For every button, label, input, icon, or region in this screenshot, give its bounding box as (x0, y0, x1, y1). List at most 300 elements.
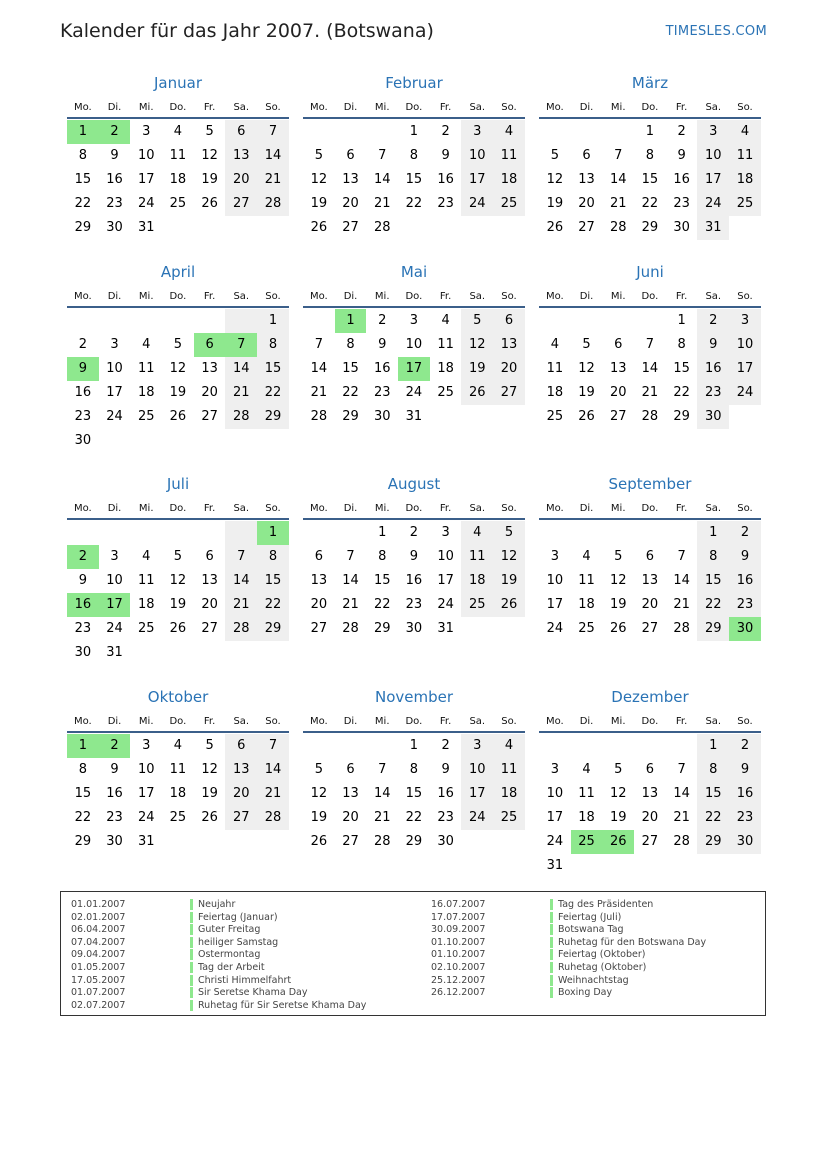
day-cell: 20 (342, 196, 359, 211)
day-cell: 5 (614, 549, 623, 564)
day-cell: 24 (137, 196, 155, 211)
day-cell: 13 (310, 573, 328, 588)
day-cell: 24 (697, 192, 729, 216)
day-cell: 13 (225, 144, 257, 168)
holiday-date: 17.05.2007 (71, 974, 126, 986)
empty-day-cell (303, 309, 335, 333)
empty-day-cell (366, 120, 398, 144)
day-cell: 14 (641, 361, 659, 376)
empty-day-cell (571, 521, 603, 545)
day-cell: 7 (225, 545, 257, 569)
weekday-header (539, 97, 761, 119)
day-cell: 15 (74, 172, 92, 187)
day-cell: 14 (225, 357, 257, 381)
weekday-label: Fr. (675, 502, 688, 514)
holiday-name: Ruhetag für Sir Seretse Khama Day (198, 999, 367, 1011)
weekday-label: Mo. (545, 290, 564, 302)
weekday-label: So. (501, 715, 517, 727)
holiday-name: Feiertag (Januar) (198, 911, 278, 923)
empty-day-cell (225, 641, 257, 665)
day-cell: 31 (546, 858, 564, 873)
day-cell: 5 (582, 337, 591, 352)
day-cell: 22 (641, 196, 659, 211)
day-cell: 1 (257, 309, 289, 333)
empty-day-cell (335, 734, 367, 758)
day-cell: 28 (673, 621, 690, 636)
month-name: Januar (154, 74, 202, 92)
day-cell: 15 (373, 573, 391, 588)
holiday-legend (60, 891, 766, 1016)
day-cell: 28 (257, 192, 289, 216)
day-cell: 11 (137, 573, 155, 588)
month-name: November (374, 688, 454, 706)
day-cell: 28 (373, 220, 391, 235)
holiday-marker (550, 949, 553, 960)
weekday-label: So. (737, 290, 753, 302)
empty-day-cell (430, 216, 462, 240)
day-cell: 20 (201, 385, 218, 400)
holiday-date: 26.12.2007 (431, 987, 486, 999)
day-cell: 24 (106, 409, 123, 424)
weekday-label: Mo. (309, 290, 328, 302)
day-cell: 29 (257, 405, 289, 429)
empty-day-cell (194, 309, 226, 333)
day-cell: 2 (729, 521, 761, 545)
weekday-label: Fr. (203, 502, 216, 514)
day-cell: 23 (437, 810, 454, 825)
day-cell: 2 (729, 734, 761, 758)
month-name: März (631, 74, 669, 92)
weekday-label: Mo. (73, 502, 92, 514)
day-cell: 7 (257, 734, 289, 758)
day-cell: 16 (373, 361, 391, 376)
empty-day-cell (634, 309, 666, 333)
weekday-label: Do. (169, 290, 187, 302)
day-cell: 8 (697, 758, 729, 782)
empty-day-cell (539, 309, 571, 333)
weekday-label: So. (737, 502, 753, 514)
day-cell: 18 (461, 569, 493, 593)
holiday-name: Tag der Arbeit (198, 961, 265, 973)
holiday-marker (550, 924, 553, 935)
empty-day-cell (461, 216, 493, 240)
weekday-label: Fr. (439, 502, 452, 514)
day-cell: 23 (106, 196, 123, 211)
day-cell: 8 (677, 337, 686, 352)
empty-day-cell (162, 641, 194, 665)
day-cell: 12 (493, 545, 525, 569)
day-cell: 6 (346, 762, 355, 777)
day-cell: 22 (373, 597, 391, 612)
weekday-label: Do. (169, 101, 187, 113)
day-cell: 26 (493, 593, 525, 617)
empty-day-cell (225, 521, 257, 545)
weekday-label: Di. (107, 290, 122, 302)
weekday-label: Di. (107, 502, 122, 514)
day-cell: 31 (405, 409, 423, 424)
weekday-label: Mi. (138, 715, 154, 727)
day-cell: 6 (614, 337, 623, 352)
day-cell: 30 (74, 433, 92, 448)
empty-day-cell (602, 734, 634, 758)
weekday-label: So. (265, 101, 281, 113)
day-cell: 2 (697, 309, 729, 333)
page-title: Kalender für das Jahr 2007. (Botswana) (60, 20, 434, 42)
day-cell: 6 (225, 734, 257, 758)
day-cell: 29 (697, 830, 729, 854)
day-cell: 19 (310, 196, 328, 211)
day-cell: 25 (169, 196, 187, 211)
empty-day-cell (493, 405, 525, 429)
day-cell: 28 (373, 834, 391, 849)
day-cell: 21 (373, 196, 391, 211)
day-cell: 22 (257, 381, 289, 405)
weekday-label: Mi. (374, 290, 390, 302)
month-block (303, 262, 525, 429)
day-cell: 1 (697, 521, 729, 545)
day-cell: 11 (729, 144, 761, 168)
month-name: Februar (385, 74, 443, 92)
empty-day-cell (67, 521, 99, 545)
day-cell: 3 (461, 120, 493, 144)
day-cell: 4 (441, 313, 450, 328)
weekday-label: Do. (641, 290, 659, 302)
day-cell: 5 (461, 309, 493, 333)
empty-day-cell (303, 521, 335, 545)
day-cell: 16 (106, 786, 123, 801)
day-cell: 25 (546, 409, 564, 424)
day-grid (539, 734, 761, 878)
day-cell: 30 (697, 405, 729, 429)
holiday-day-cell: 7 (225, 333, 257, 357)
month-name: April (160, 263, 196, 281)
day-cell: 2 (677, 124, 686, 139)
day-cell: 7 (257, 120, 289, 144)
day-cell: 10 (106, 361, 123, 376)
day-cell: 27 (578, 220, 595, 235)
day-cell: 21 (225, 381, 257, 405)
weekday-label: Di. (343, 290, 358, 302)
day-cell: 29 (74, 834, 92, 849)
brand-link[interactable]: TIMESLES.COM (665, 24, 767, 39)
empty-day-cell (303, 120, 335, 144)
weekday-label: So. (737, 101, 753, 113)
empty-day-cell (162, 830, 194, 854)
weekday-label: Mi. (374, 502, 390, 514)
holiday-day-cell: 1 (257, 521, 289, 545)
day-cell: 8 (78, 762, 87, 777)
day-cell: 18 (578, 597, 595, 612)
day-cell: 18 (169, 786, 187, 801)
day-cell: 15 (405, 786, 423, 801)
holiday-name: Ruhetag für den Botswana Day (558, 936, 707, 948)
month-block (539, 73, 761, 240)
empty-day-cell (130, 429, 162, 453)
weekday-label: Do. (169, 502, 187, 514)
holiday-marker (550, 937, 553, 948)
weekday-label: Mi. (138, 502, 154, 514)
day-grid (539, 120, 761, 240)
holiday-name: Guter Freitag (198, 924, 261, 936)
day-cell: 10 (405, 337, 423, 352)
holiday-day-cell: 26 (602, 830, 634, 854)
weekday-header (67, 498, 289, 520)
holiday-date: 02.07.2007 (71, 999, 126, 1011)
day-cell: 30 (373, 409, 391, 424)
day-cell: 31 (697, 216, 729, 240)
day-cell: 19 (609, 810, 627, 825)
day-cell: 12 (169, 361, 187, 376)
holiday-marker (190, 987, 193, 998)
day-cell: 24 (106, 621, 123, 636)
day-cell: 22 (405, 196, 423, 211)
day-cell: 5 (550, 148, 559, 163)
holiday-name: Feiertag (Juli) (558, 911, 622, 923)
day-cell: 26 (201, 810, 218, 825)
day-cell: 13 (578, 172, 595, 187)
day-cell: 12 (546, 172, 564, 187)
day-cell: 20 (609, 385, 627, 400)
day-cell: 16 (729, 782, 761, 806)
empty-day-cell (130, 521, 162, 545)
day-cell: 4 (173, 124, 183, 139)
day-cell: 27 (225, 192, 257, 216)
day-cell: 22 (673, 385, 690, 400)
day-cell: 24 (405, 385, 423, 400)
holiday-name: heiliger Samstag (198, 936, 279, 948)
day-cell: 9 (110, 148, 119, 163)
day-cell: 19 (201, 172, 218, 187)
day-cell: 23 (729, 806, 761, 830)
weekday-label: Di. (579, 502, 594, 514)
holiday-date: 01.07.2007 (71, 987, 126, 999)
day-cell: 29 (373, 621, 391, 636)
weekday-header (303, 498, 525, 520)
holiday-name: Feiertag (Oktober) (558, 949, 646, 961)
holiday-marker (550, 912, 553, 923)
day-cell: 27 (225, 806, 257, 830)
day-cell: 19 (493, 569, 525, 593)
weekday-label: So. (265, 502, 281, 514)
day-cell: 3 (550, 762, 559, 777)
day-cell: 27 (609, 409, 627, 424)
day-cell: 30 (437, 834, 454, 849)
holiday-day-cell: 1 (67, 120, 99, 144)
day-cell: 6 (493, 309, 525, 333)
day-cell: 16 (437, 172, 454, 187)
empty-day-cell (539, 120, 571, 144)
month-block (67, 687, 289, 854)
day-cell: 9 (729, 545, 761, 569)
day-cell: 3 (142, 124, 151, 139)
day-cell: 10 (461, 758, 493, 782)
weekday-label: Fr. (203, 290, 216, 302)
empty-day-cell (430, 405, 462, 429)
day-cell: 18 (137, 385, 155, 400)
empty-day-cell (257, 641, 289, 665)
day-cell: 12 (310, 786, 328, 801)
holiday-day-cell: 17 (99, 593, 131, 617)
empty-day-cell (602, 854, 634, 878)
empty-day-cell (697, 854, 729, 878)
day-grid (303, 521, 525, 641)
day-cell: 23 (373, 385, 391, 400)
holiday-marker (190, 937, 193, 948)
day-grid (67, 309, 289, 453)
day-grid (539, 309, 761, 429)
day-cell: 6 (314, 549, 323, 564)
day-cell: 29 (673, 409, 690, 424)
day-cell: 17 (461, 168, 493, 192)
day-cell: 21 (225, 593, 257, 617)
day-cell: 29 (405, 834, 423, 849)
day-cell: 8 (645, 148, 655, 163)
month-block (67, 73, 289, 240)
day-cell: 30 (74, 645, 92, 660)
weekday-header (539, 286, 761, 308)
day-cell: 24 (461, 806, 493, 830)
empty-day-cell (571, 854, 603, 878)
weekday-label: Mo. (309, 101, 328, 113)
empty-day-cell (99, 429, 131, 453)
day-cell: 1 (378, 525, 387, 540)
empty-day-cell (602, 120, 634, 144)
day-cell: 21 (673, 810, 690, 825)
month-block (303, 73, 525, 240)
day-cell: 23 (74, 621, 92, 636)
day-cell: 19 (310, 810, 328, 825)
weekday-label: So. (501, 502, 517, 514)
day-cell: 18 (493, 782, 525, 806)
day-cell: 8 (346, 337, 355, 352)
month-name: Juli (166, 475, 190, 493)
day-cell: 27 (201, 409, 218, 424)
weekday-label: Do. (641, 101, 659, 113)
day-cell: 17 (106, 385, 123, 400)
weekday-label: Sa. (233, 502, 250, 514)
day-cell: 6 (205, 549, 214, 564)
day-cell: 7 (378, 762, 387, 777)
day-cell: 20 (578, 196, 595, 211)
day-cell: 3 (729, 309, 761, 333)
day-cell: 22 (74, 810, 92, 825)
day-cell: 25 (493, 192, 525, 216)
weekday-label: Di. (343, 502, 358, 514)
day-cell: 12 (310, 172, 328, 187)
day-cell: 4 (461, 521, 493, 545)
day-cell: 16 (673, 172, 690, 187)
day-cell: 18 (493, 168, 525, 192)
empty-day-cell (99, 521, 131, 545)
day-cell: 11 (461, 545, 493, 569)
day-cell: 25 (137, 621, 155, 636)
weekday-label: Di. (343, 715, 358, 727)
month-block (539, 474, 761, 641)
holiday-date: 02.10.2007 (431, 961, 486, 973)
month-block (303, 687, 525, 854)
weekday-label: Sa. (469, 715, 486, 727)
holiday-name: Christi Himmelfahrt (198, 974, 292, 986)
day-cell: 31 (106, 645, 123, 660)
empty-day-cell (225, 429, 257, 453)
holiday-date: 16.07.2007 (431, 899, 486, 910)
day-cell: 15 (673, 361, 690, 376)
day-cell: 16 (437, 786, 454, 801)
day-cell: 2 (409, 525, 419, 540)
day-cell: 19 (461, 357, 493, 381)
day-cell: 2 (378, 313, 387, 328)
day-cell: 28 (225, 617, 257, 641)
day-cell: 27 (641, 834, 659, 849)
empty-day-cell (335, 521, 367, 545)
day-cell: 1 (677, 313, 686, 328)
weekday-label: Mi. (610, 290, 626, 302)
weekday-label: Mi. (374, 715, 390, 727)
empty-day-cell (493, 617, 525, 641)
day-cell: 4 (582, 549, 591, 564)
day-cell: 8 (697, 545, 729, 569)
weekday-header (539, 498, 761, 520)
day-cell: 26 (310, 834, 328, 849)
holiday-marker (550, 899, 553, 910)
day-cell: 9 (378, 337, 387, 352)
day-grid (67, 120, 289, 240)
weekday-label: Sa. (469, 502, 486, 514)
month-name: Mai (400, 263, 428, 281)
day-cell: 11 (493, 144, 525, 168)
day-cell: 5 (314, 148, 323, 163)
holiday-date: 25.12.2007 (431, 974, 486, 986)
day-cell: 26 (609, 621, 627, 636)
day-cell: 21 (342, 597, 359, 612)
day-cell: 23 (405, 597, 423, 612)
holiday-name: Botswana Tag (558, 924, 624, 936)
holiday-marker (550, 987, 553, 998)
day-cell: 5 (173, 549, 183, 564)
weekday-label: Mi. (610, 101, 626, 113)
weekday-label: Do. (641, 715, 659, 727)
holiday-date: 01.10.2007 (431, 949, 486, 961)
day-cell: 17 (697, 168, 729, 192)
holiday-marker (550, 962, 553, 973)
weekday-label: Mo. (545, 502, 564, 514)
day-cell: 11 (578, 786, 595, 801)
day-grid (303, 120, 525, 240)
empty-day-cell (398, 216, 430, 240)
day-cell: 26 (310, 220, 328, 235)
holiday-marker (190, 975, 193, 986)
holiday-marker (190, 962, 193, 973)
day-cell: 2 (441, 738, 450, 753)
day-cell: 13 (641, 786, 659, 801)
weekday-label: Mi. (374, 101, 390, 113)
day-cell: 3 (142, 738, 151, 753)
empty-day-cell (493, 830, 525, 854)
holiday-day-cell: 2 (99, 120, 131, 144)
day-cell: 5 (205, 124, 214, 139)
day-cell: 28 (673, 834, 690, 849)
day-cell: 9 (110, 762, 119, 777)
day-cell: 4 (582, 762, 591, 777)
weekday-label: Sa. (469, 101, 486, 113)
day-cell: 21 (373, 810, 391, 825)
holiday-day-cell: 6 (194, 333, 226, 357)
weekday-label: Sa. (705, 101, 722, 113)
day-cell: 3 (110, 549, 119, 564)
day-cell: 29 (342, 409, 359, 424)
day-cell: 13 (201, 361, 218, 376)
day-cell: 11 (137, 361, 155, 376)
